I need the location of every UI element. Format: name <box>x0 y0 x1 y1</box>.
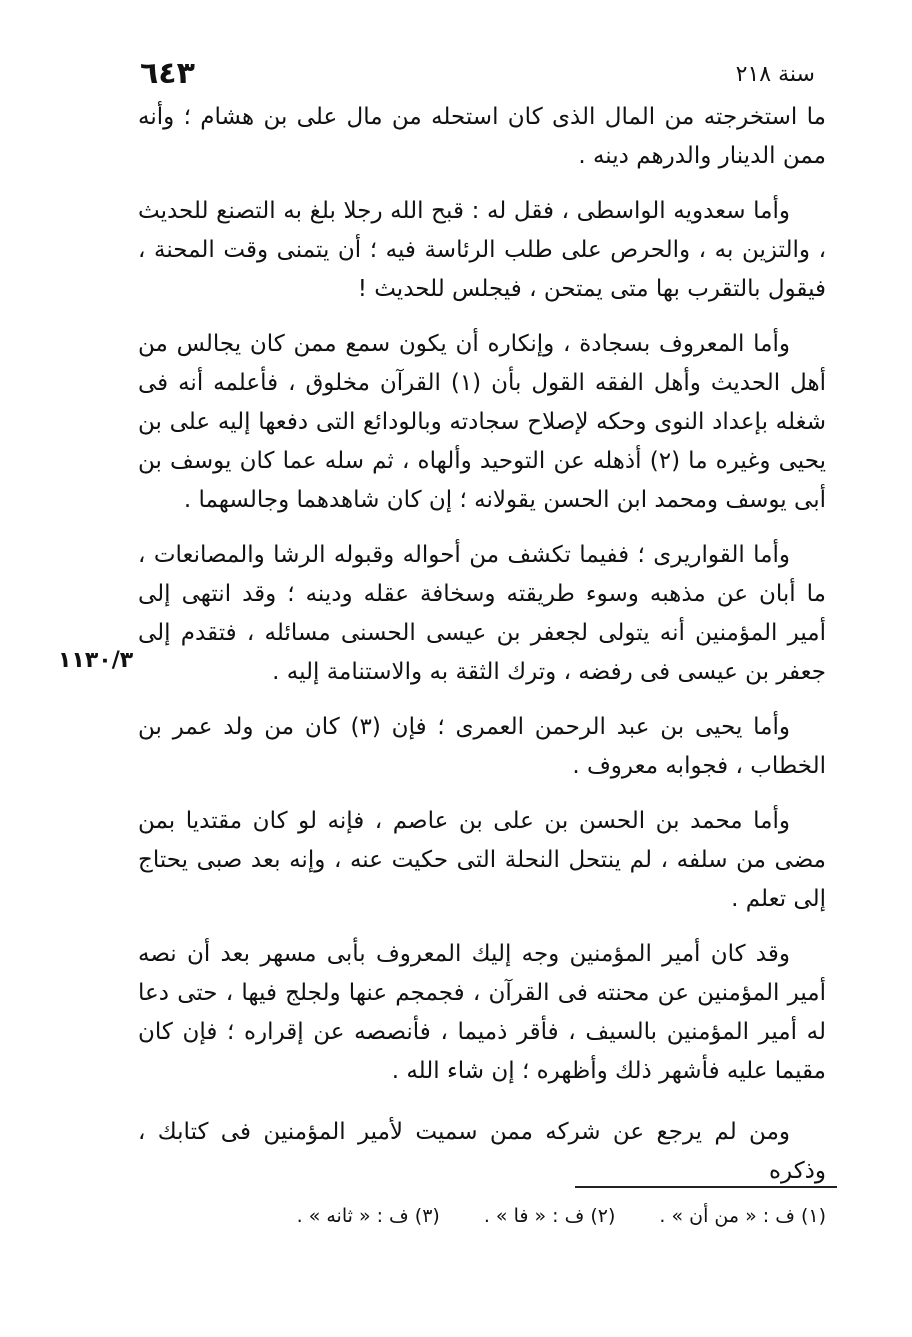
footnote-1: (١) ف : « من أن » . <box>659 1205 826 1227</box>
paragraph-6: وأما محمد بن الحسن بن على بن عاصم ، فإنه لو كان مقتديا بمن مضى من سلفه ، لم ينتحل النحلة التى حكيت عنه ، وإنه بعد صبى يحتاج إلى تعلم . <box>138 808 826 912</box>
paragraph-3: وأما المعروف بسجادة ، وإنكاره أن يكون سمع ممن كان يجالس من أهل الحديث وأهل الفقه القول بأن (١) القرآن مخلوق ، فأعلمه أنه فى شغله بإعداد النوى وحكه لإصلاح سجادته وبالودائع التى دفعها إليه على بن يحيى وغيره ما (٢) أذهله عن التوحيد وألهاه ، ثم سله عما كان يوسف بن أبى يوسف ومحمد ابن الحسن يقولانه ؛ إن كان شاهدهما وجالسهما . <box>138 331 826 513</box>
year-header: سنة ٢١٨ <box>735 62 815 87</box>
paragraph-1: ما استخرجته من المال الذى كان استحله من مال على بن هشام ؛ وأنه ممن الدينار والدرهم دينه . <box>138 104 826 169</box>
footnote-3: (٣) ف : « ثانه » . <box>296 1205 440 1227</box>
main-text <box>138 98 826 1207</box>
margin-reference: ١١٣٠/٣ <box>58 648 134 673</box>
paragraph-8: ومن لم يرجع عن شركه ممن سميت لأمير المؤمنين فى كتابك ، وذكره <box>138 1119 826 1184</box>
footnote-2: (٢) ف : « فا » . <box>483 1205 616 1227</box>
footnotes <box>297 1205 826 1227</box>
paragraph-5: وأما يحيى بن عبد الرحمن العمرى ؛ فإن (٣) كان من ولد عمر بن الخطاب ، فجوابه معروف . <box>138 714 826 779</box>
footnote-divider <box>575 1186 837 1188</box>
paragraph-2: وأما سعدويه الواسطى ، فقل له : قبح الله رجلا بلغ به التصنع للحديث ، والتزين به ، والحرص على طلب الرئاسة فيه ؛ أن يتمنى وقت المحنة ، فيقول بالتقرب بها متى يمتحن ، فيجلس للحديث ! <box>138 198 826 302</box>
paragraph-7: وقد كان أمير المؤمنين وجه إليك المعروف بأبى مسهر بعد أن نصه أمير المؤمنين عن محنته فى القرآن ، فجمجم عنها ولجلج فيها ، حتى دعا له أمير المؤمنين بالسيف ، فأقر ذميما ، فأنصصه عن إقراره ؛ فإن كان مقيما عليه فأشهر ذلك وأظهره ؛ إن شاء الله . <box>138 941 826 1084</box>
page-number: ٦٤٣ <box>140 56 195 91</box>
paragraph-4: وأما القواريرى ؛ ففيما تكشف من أحواله وقبوله الرشا والمصانعات ، ما أبان عن مذهبه وسوء طريقته وسخافة عقله ودينه ؛ وقد انتهى إلى أمير المؤمنين أنه يتولى لجعفر بن عيسى الحسنى مسائله ، فتقدم إلى جعفر بن عيسى فى رفضه ، وترك الثقة به والاستنامة إليه . <box>138 542 826 685</box>
